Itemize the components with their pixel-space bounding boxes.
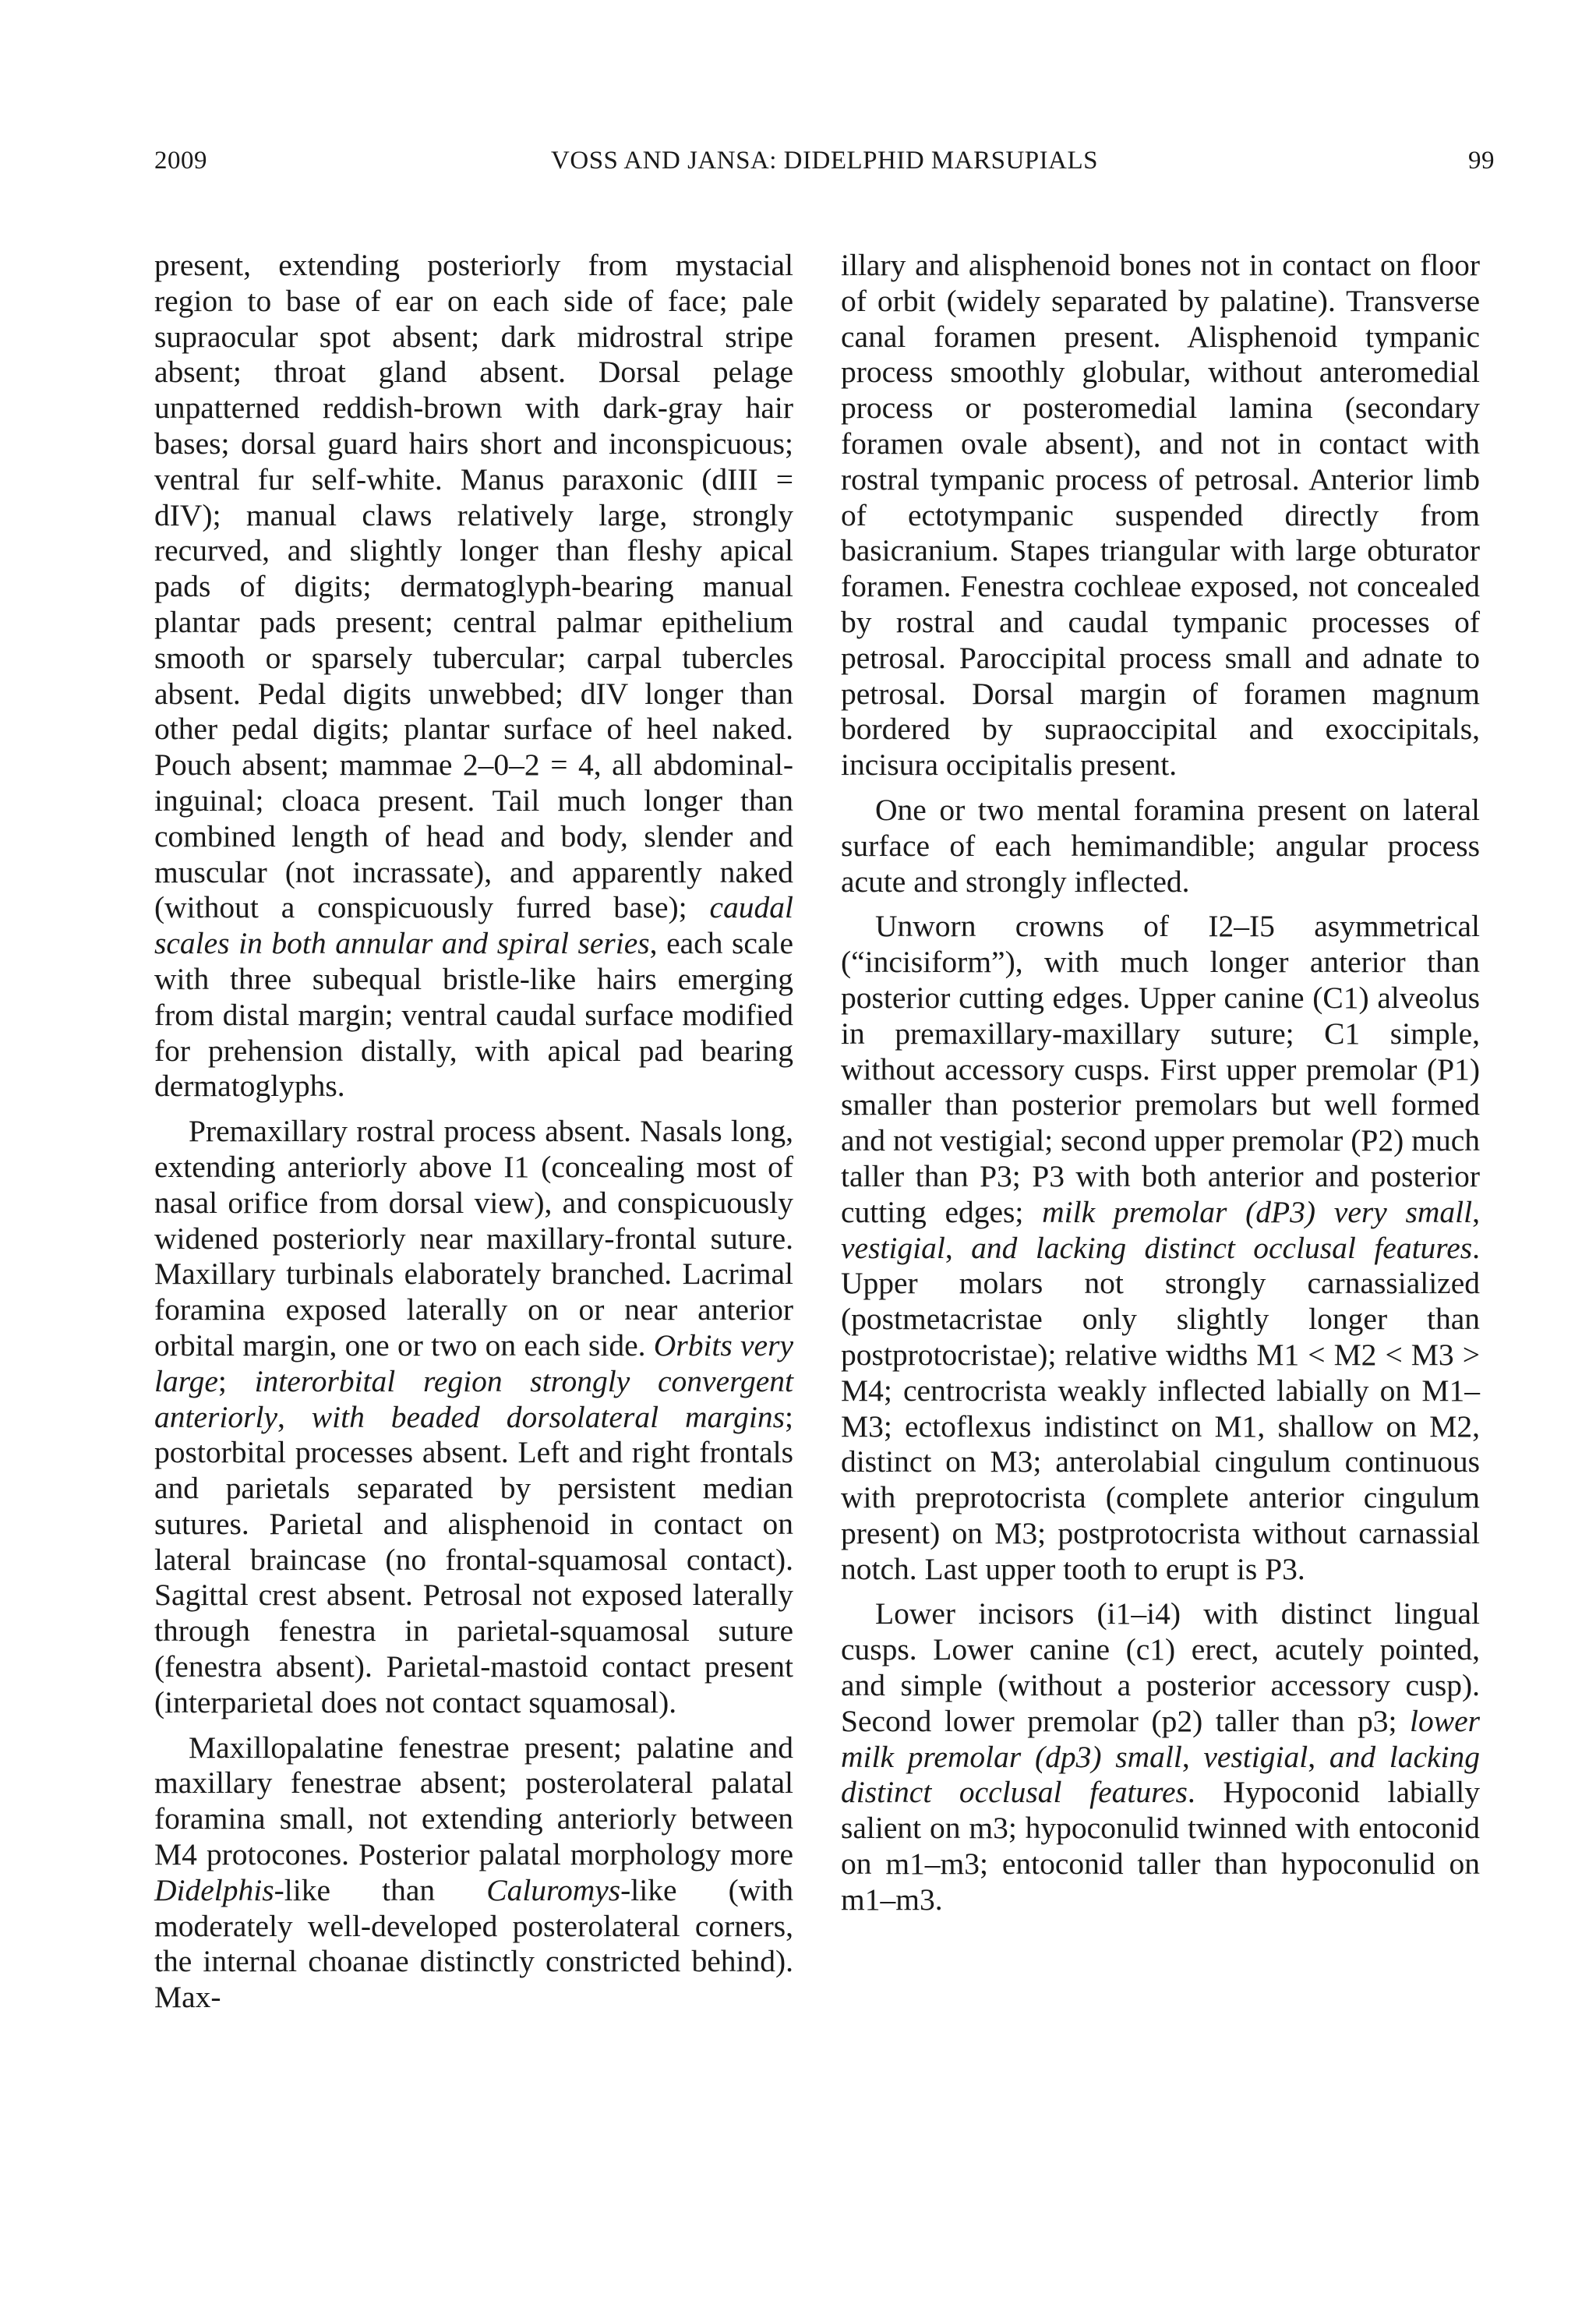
text-run: ,	[945, 1230, 972, 1265]
text-run: ;	[217, 1363, 255, 1398]
right-column	[841, 248, 1480, 1928]
text-run: present, extending posteriorly from mystacial region to base of ear on each side of face; pale supraocular spot absent; dark midrostral stripe absent; throat gland absent. Dorsal pelage unpatterned reddish-brown with dark-gray hair bases; dorsal guard hairs short and inconspicuous; ventral fur self-white. Manus paraxonic (dIII = dIV); manual claws relatively large, strongly recurved, and slightly longer than fleshy apical pads of digits; dermatoglyph-bearing manual plantar pads present; central palmar epithelium smooth or sparsely tubercular; carpal tubercles absent. Pedal digits unwebbed; dIV longer than other pedal digits; plantar surface of heel naked. Pouch absent; mammae 2–0–2 = 4, all abdominal-inguinal; cloaca present. Tail much longer than combined length of head and body, slender and muscular (not incrassate), and apparently naked (without a conspicuously furred base);	[154, 248, 793, 925]
text-run: -like (with moderately well-developed posterolateral corners, the internal choanae distinctly constricted behind). Max-	[154, 1872, 793, 2015]
italic-text: and lacking distinct occlusal features	[971, 1230, 1473, 1265]
italic-text: Orbits very large	[154, 1327, 793, 1398]
italic-text: with beaded dorsolateral margins	[311, 1399, 786, 1434]
italic-text: Didelphis	[154, 1872, 274, 1907]
paragraph-skull	[154, 1114, 793, 1721]
text-run: , each scale with three subequal bristle-like hairs emerging from distal margin; ventral caudal surface modified for prehension distally, with apical pad bearing dermatoglyphs.	[154, 926, 793, 1104]
left-column	[154, 248, 793, 2025]
header-year: 2009	[154, 147, 207, 175]
italic-text: and lacking distinct occlusal features	[841, 1739, 1481, 1810]
text-run: Premaxillary rostral process absent. Nasals long, extending anteriorly above I1 (concealing most of nasal orifice from dorsal view), and conspicuously widened posteriorly near maxillary-frontal suture. Maxillary turbinals elaborately branched. Lacrimal foramina exposed laterally on or near anterior orbital margin, one or two on each side.	[154, 1114, 793, 1362]
paragraph-lower-dentition	[841, 1596, 1480, 1917]
text-run: ,	[1181, 1739, 1204, 1774]
paragraph-basicranium	[841, 248, 1480, 783]
text-run: ,	[1308, 1739, 1329, 1774]
italic-text: milk premolar (dP3) very small	[1042, 1194, 1473, 1229]
text-run: -like than	[274, 1872, 487, 1907]
text-run: One or two mental foramina present on lateral surface of each hemimandible; angular process acute and strongly inflected.	[841, 792, 1480, 899]
text-run: . Hypoconid labially salient on m3; hypoconulid twinned with entoconid on m1–m3; entoconid taller than hypoconulid on m1–m3.	[841, 1775, 1480, 1917]
paragraph-mandible	[841, 793, 1480, 899]
paragraph-palate	[154, 1730, 793, 2016]
text-run: ,	[1472, 1194, 1480, 1229]
paragraph-upper-dentition	[841, 909, 1480, 1587]
running-header	[154, 147, 1495, 181]
italic-text: Caluromys	[486, 1872, 621, 1907]
text-run: Maxillopalatine fenestrae present; palatine and maxillary fenestrae absent; posterolateral palatal foramina small, not extending anteriorly between M4 protocones. Posterior palatal morphology more	[154, 1730, 793, 1872]
text-run: ; postorbital processes absent. Left and right frontals and parietals separated by persistent median sutures. Parietal and alisphenoid in contact on lateral braincase (no frontal-squamosal contact). Sagittal crest absent. Petrosal not exposed laterally through fenestra in parietal-squamosal suture (fenestra absent). Parietal-mastoid contact present (interparietal does not contact squamosal).	[154, 1399, 793, 1719]
text-run: ,	[277, 1399, 312, 1434]
text-run: Unworn crowns of I2–I5 asymmetrical (“incisiform”), with much longer anterior than posterior cutting edges. Upper canine (C1) alveolus in premaxillary-maxillary suture; C1 simple, without accessory cusps. First upper premolar (P1) smaller than posterior premolars but well formed and not vestigial; second upper premolar (P2) much taller than P3; P3 with both anterior and posterior cutting edges;	[841, 909, 1480, 1229]
italic-text: vestigial	[1203, 1739, 1308, 1774]
text-run: illary and alisphenoid bones not in contact on floor of orbit (widely separated by palatine). Transverse canal foramen present. Alisphenoid tympanic process smoothly globular, without anteromedial process or posteromedial lamina (secondary foramen ovale absent), and not in contact with rostral tympanic process of petrosal. Anterior limb of ectotympanic suspended directly from basicranium. Stapes triangular with large obturator foramen. Fenestra cochleae exposed, not concealed by rostral and caudal tympanic processes of petrosal. Paroccipital process small and adnate to petrosal. Dorsal margin of foramen magnum bordered by supraoccipital and exoccipitals, incisura occipitalis present.	[841, 248, 1480, 783]
italic-text: lower milk premolar (dp3) small	[841, 1703, 1480, 1774]
italic-text: vestigial	[841, 1230, 945, 1265]
header-page-number: 99	[1468, 147, 1495, 175]
paragraph-external-morphology	[154, 248, 793, 1104]
header-running-title: VOSS AND JANSA: DIDELPHID MARSUPIALS	[551, 147, 1098, 175]
italic-text: caudal scales in both annular and spiral series	[154, 890, 793, 961]
text-run: Lower incisors (i1–i4) with distinct lingual cusps. Lower canine (c1) erect, acutely pointed, and simple (without a posterior accessory cusp). Second lower premolar (p2) taller than p3;	[841, 1596, 1480, 1738]
italic-text: interorbital region strongly convergent anteriorly	[154, 1363, 793, 1434]
text-run: . Upper molars not strongly carnassialized (postmetacristae only slightly longer than postprotocristae); relative widths M1 < M2 < M3 > M4; centrocrista weakly inflected labially on M1–M3; ectoflexus indistinct on M1, shallow on M2, distinct on M3; anterolabial cingulum continuous with preprotocrista (complete anterior cingulum present) on M3; postprotocrista without carnassial notch. Last upper tooth to erupt is P3.	[841, 1230, 1480, 1586]
